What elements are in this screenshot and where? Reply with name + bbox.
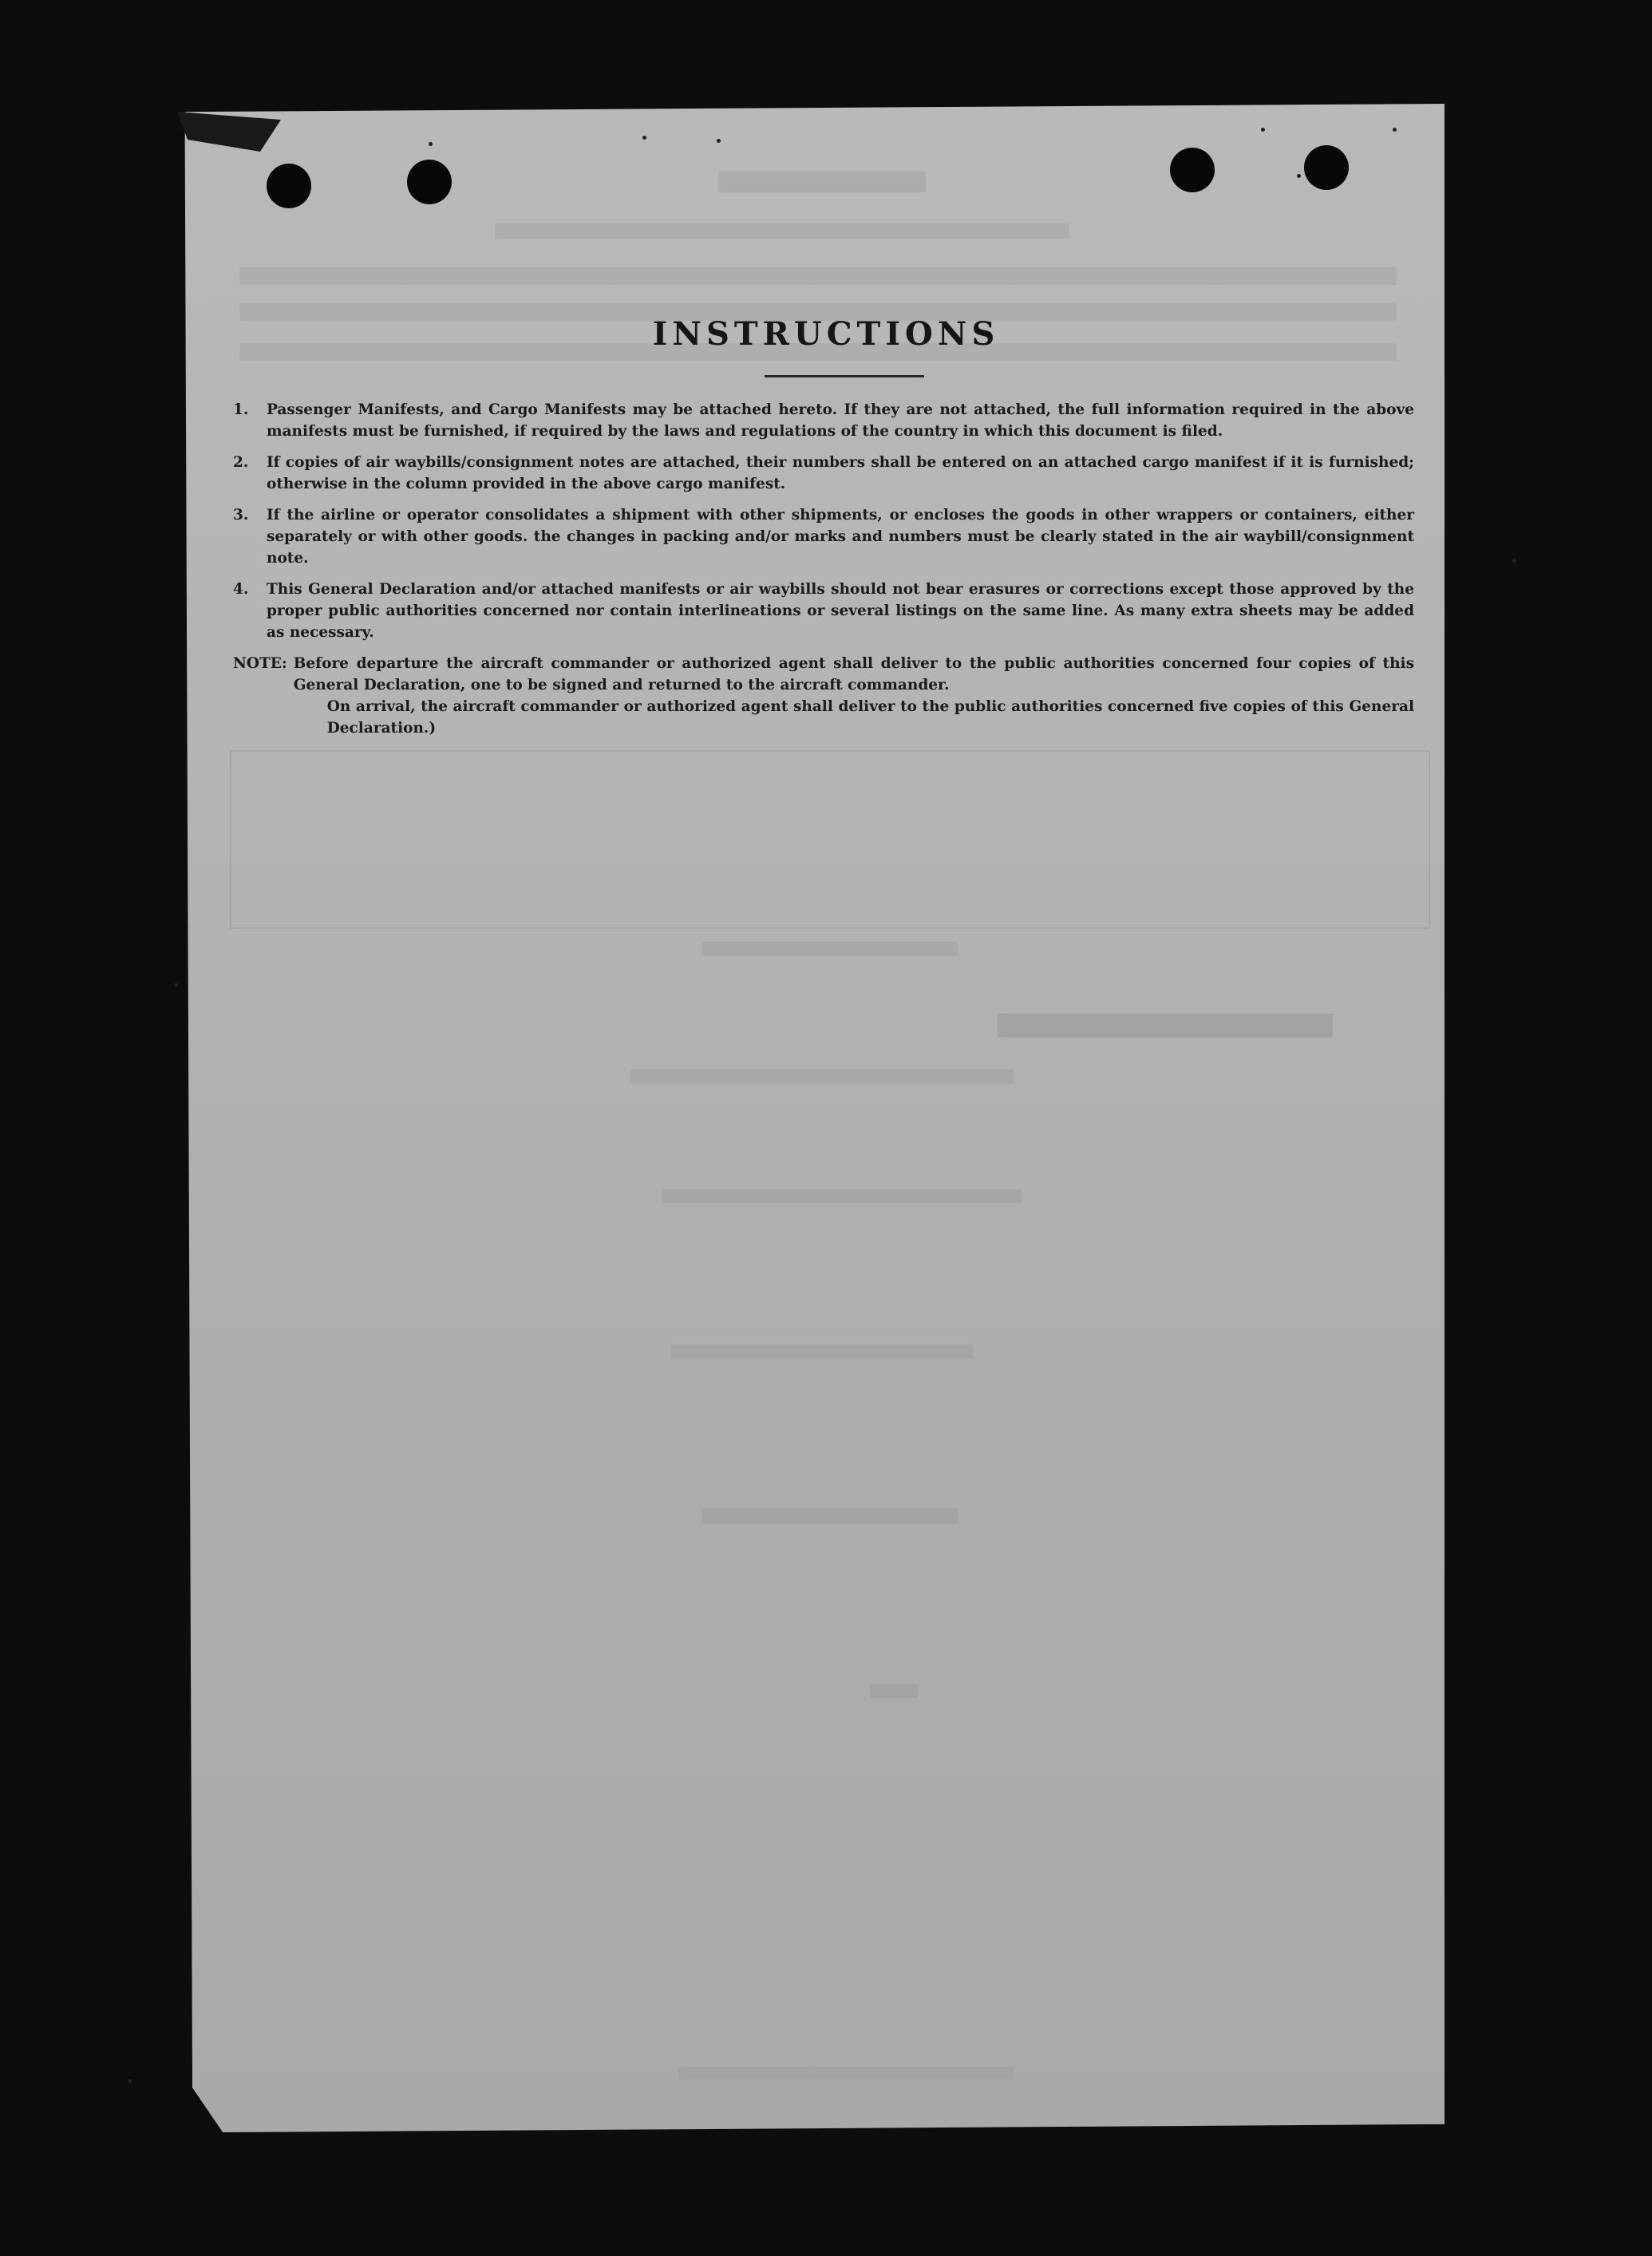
speck — [642, 136, 646, 140]
bleed-through-mark — [870, 1684, 918, 1698]
note-label: NOTE: — [233, 655, 287, 672]
speck — [1297, 174, 1301, 178]
punch-hole — [1170, 148, 1215, 192]
bleed-through-mark — [702, 942, 958, 956]
speck — [1261, 128, 1265, 132]
bleed-through-mark — [718, 172, 926, 192]
item-number: 4. — [233, 581, 249, 598]
page-title: INSTRUCTIONS — [652, 315, 1000, 353]
instruction-item — [233, 579, 1414, 643]
instruction-item — [233, 504, 1414, 569]
note-body — [294, 653, 1414, 739]
speck — [174, 983, 178, 987]
bleed-through-mark — [630, 1069, 1014, 1084]
speck — [717, 139, 721, 143]
instruction-item — [233, 452, 1414, 495]
instructions-list — [233, 399, 1414, 739]
note-paragraph: Before departure the aircraft commander or authorized agent shall deliver to the public authorities concerned four copies of this General Declaration, one to be signed and returned to the aircraft commander. — [293, 655, 1414, 693]
item-text: If the airline or operator consolidates a shipment with other shipments, or encloses the goods in other wrappers or containers, either separately or with other goods. the changes in packing and/or marks and numbers must be clearly stated in the air waybill/consignment note. — [267, 507, 1414, 567]
item-text: This General Declaration and/or attached manifests or air waybills should not bear erasures or corrections except those approved by the proper public authorities concerned nor contain interlineations or several listings on the same line. As many extra sheets may be added as necessary. — [267, 581, 1414, 641]
instruction-item — [233, 399, 1414, 442]
bleed-through-mark — [998, 1013, 1333, 1037]
bleed-through-mark — [495, 223, 1069, 239]
punch-hole — [1304, 145, 1349, 190]
bleed-through-mark — [702, 1508, 958, 1524]
speck — [1393, 128, 1397, 132]
speck — [429, 142, 433, 146]
item-number: 2. — [233, 454, 249, 471]
item-text: If copies of air waybills/consignment notes are attached, their numbers shall be entered on an attached cargo manifest if it is furnished; otherwise in the column provided in the above cargo manifest. — [267, 454, 1414, 492]
punch-hole — [267, 164, 311, 208]
item-number: 3. — [233, 507, 249, 524]
speck — [1512, 559, 1516, 563]
punch-hole — [407, 160, 452, 204]
item-number: 1. — [233, 401, 249, 418]
bleed-through-mark — [239, 267, 1397, 285]
bleed-through-mark — [662, 1189, 1022, 1203]
bleed-through-box — [230, 750, 1430, 929]
note-paragraph: On arrival, the aircraft commander or authorized agent shall deliver to the public authorities concerned five copies of this General Declaration.) — [326, 698, 1414, 737]
note-block — [233, 653, 1414, 739]
item-text: Passenger Manifests, and Cargo Manifests may be attached hereto. If they are not attached, the full information required in the above manifests must be furnished, if required by the laws and regulations of the country in which this document is filed. — [267, 401, 1414, 440]
speck — [128, 2079, 132, 2083]
title-underline — [765, 375, 924, 377]
bleed-through-mark — [670, 1345, 974, 1359]
bleed-through-mark — [678, 2067, 1014, 2080]
